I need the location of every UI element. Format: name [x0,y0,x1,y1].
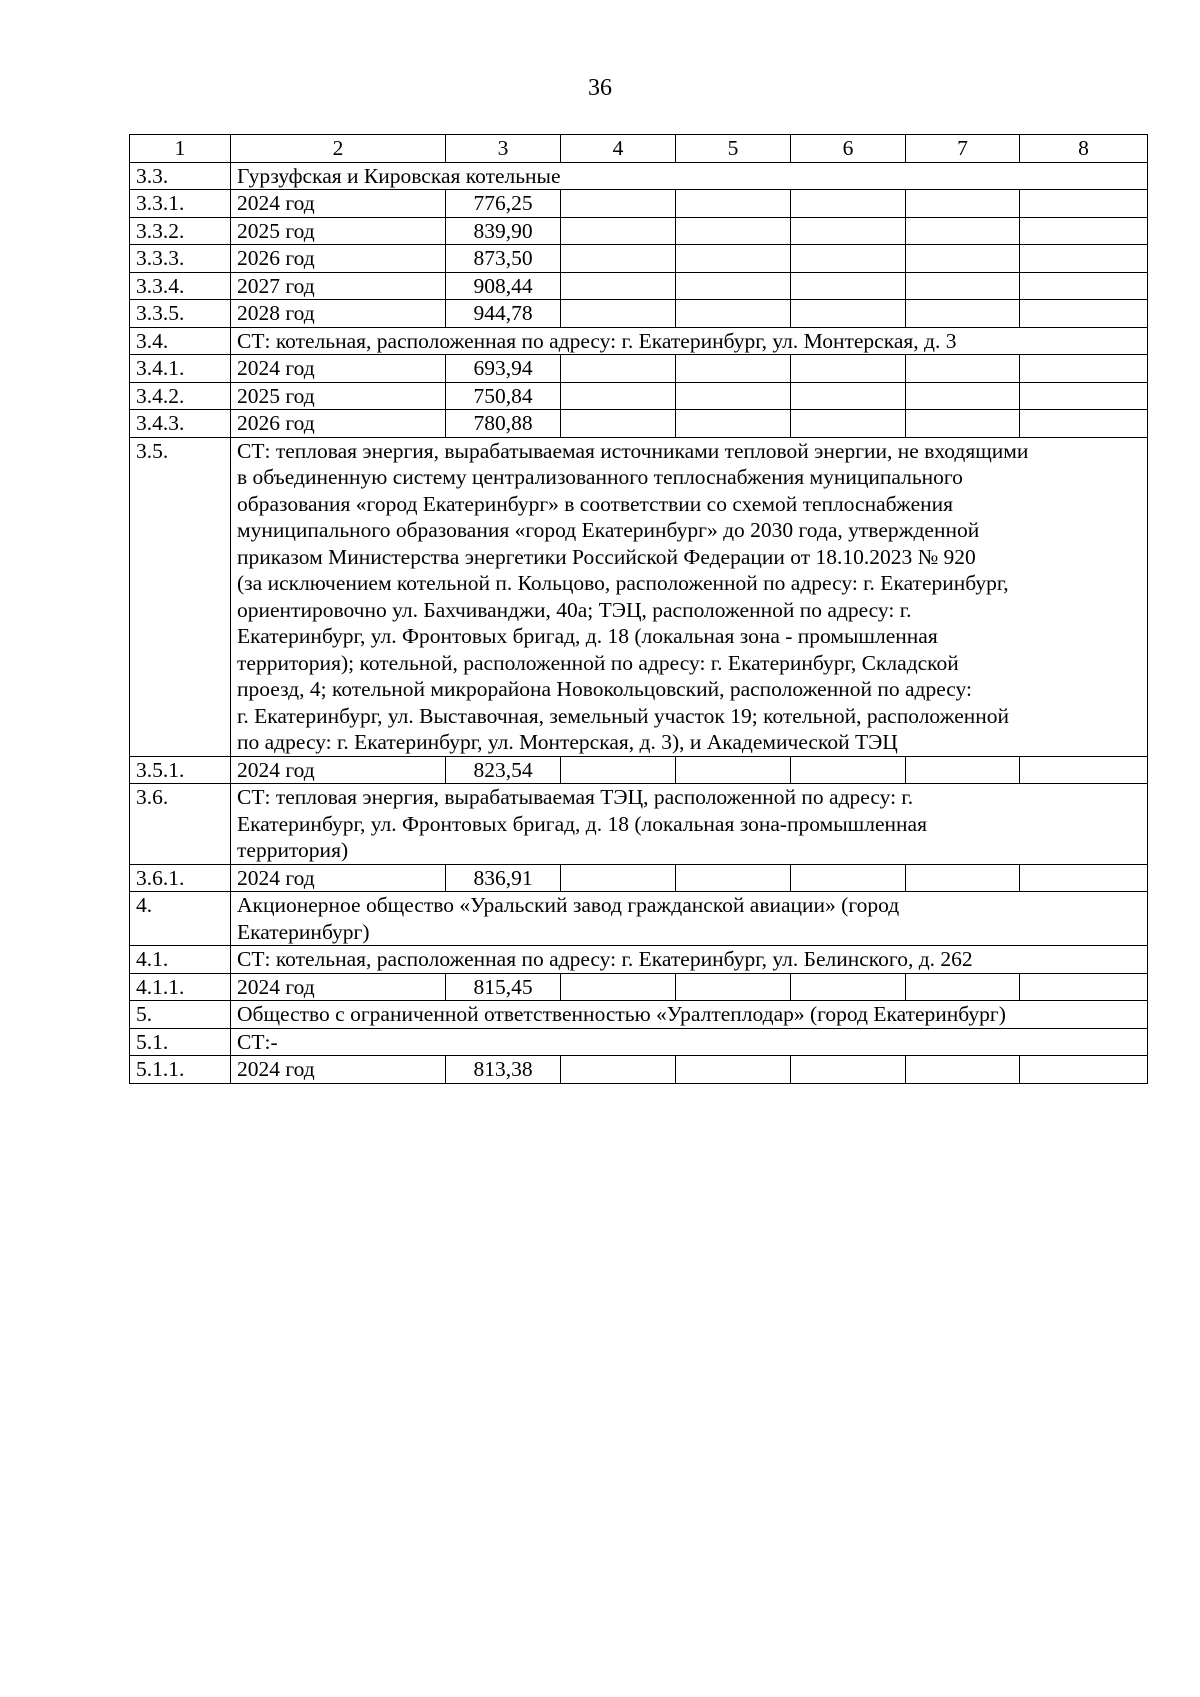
year-label-cell: 2024 год [231,864,446,892]
section-row [130,946,1148,974]
description-line: приказом Министерства энергетики Российской Федерации от 18.10.2023 № 920 [237,544,976,569]
year-label-cell: 2025 год [231,382,446,410]
header-cell-1: 1 [130,135,231,163]
table-row [130,410,1148,438]
row-number-cell: 3.3.3. [130,245,231,273]
row-number-cell: 3.6.1. [130,864,231,892]
section-row [130,1001,1148,1029]
empty-cell-col-7 [906,272,1020,300]
row-number-cell: 3.3.2. [130,217,231,245]
table-row [130,217,1148,245]
empty-cell-col-6 [791,272,906,300]
description-line: Гурзуфская и Кировская котельные [237,163,561,188]
empty-cell-col-7 [906,973,1020,1001]
empty-cell-col-7 [906,245,1020,273]
table-row [130,973,1148,1001]
table-row [130,355,1148,383]
empty-cell-col-5 [676,973,791,1001]
year-label-cell: 2025 год [231,217,446,245]
description-line: СТ: тепловая энергия, вырабатываемая источниками тепловой энергии, не входящими [237,438,1029,463]
empty-cell-col-4 [561,217,676,245]
empty-cell-col-4 [561,382,676,410]
empty-cell-col-6 [791,300,906,328]
table-row [130,1056,1148,1084]
empty-cell-col-6 [791,245,906,273]
tariff-table [129,134,1148,1084]
empty-cell-col-4 [561,245,676,273]
row-number-cell: 4.1.1. [130,973,231,1001]
table-row [130,382,1148,410]
row-number-cell: 4.1. [130,946,231,974]
row-number-cell: 3.3.1. [130,190,231,218]
value-cell: 776,25 [446,190,561,218]
empty-cell-col-4 [561,355,676,383]
header-cell-5: 5 [676,135,791,163]
value-cell: 839,90 [446,217,561,245]
description-line: территория); котельной, расположенной по адресу: г. Екатеринбург, Складской [237,650,959,675]
value-cell: 836,91 [446,864,561,892]
empty-cell-col-8 [1020,864,1148,892]
section-row [130,327,1148,355]
description-line: Екатеринбург, ул. Фронтовых бригад, д. 18 (локальная зона-промышленная [237,811,927,836]
year-label-cell: 2024 год [231,190,446,218]
section-row [130,437,1148,756]
empty-cell-col-6 [791,1056,906,1084]
section-description-cell [231,1028,1148,1056]
header-cell-4: 4 [561,135,676,163]
empty-cell-col-5 [676,217,791,245]
empty-cell-col-6 [791,217,906,245]
header-cell-2: 2 [231,135,446,163]
row-number-cell: 3.4.1. [130,355,231,383]
row-number-cell: 3.4. [130,327,231,355]
empty-cell-col-4 [561,756,676,784]
section-description-cell [231,437,1148,756]
value-cell: 823,54 [446,756,561,784]
empty-cell-col-6 [791,410,906,438]
empty-cell-col-6 [791,190,906,218]
description-line: образования «город Екатеринбург» в соответствии со схемой теплоснабжения [237,491,954,516]
page-number: 36 [588,75,612,101]
row-number-cell: 3.6. [130,784,231,865]
value-cell: 908,44 [446,272,561,300]
empty-cell-col-5 [676,355,791,383]
empty-cell-col-8 [1020,217,1148,245]
header-row [130,135,1148,163]
section-row [130,1028,1148,1056]
empty-cell-col-4 [561,973,676,1001]
header-cell-6: 6 [791,135,906,163]
empty-cell-col-5 [676,864,791,892]
header-cell-3: 3 [446,135,561,163]
empty-cell-col-4 [561,300,676,328]
table-row [130,864,1148,892]
row-number-cell: 5.1.1. [130,1056,231,1084]
year-label-cell: 2026 год [231,410,446,438]
empty-cell-col-5 [676,300,791,328]
section-description-cell [231,1001,1148,1029]
empty-cell-col-5 [676,272,791,300]
description-line: Екатеринбург) [237,919,370,944]
empty-cell-col-8 [1020,272,1148,300]
description-line: ориентировочно ул. Бахчиванджи, 40а; ТЭЦ, расположенной по адресу: г. [237,597,912,622]
year-label-cell: 2026 год [231,245,446,273]
empty-cell-col-8 [1020,300,1148,328]
description-line: в объединенную систему централизованного теплоснабжения муниципального [237,465,963,489]
description-line: Екатеринбург, ул. Фронтовых бригад, д. 18 (локальная зона - промышленная [237,624,938,648]
description-line: проезд, 4; котельной микрорайона Новокольцовский, расположенной по адресу: [237,677,972,701]
empty-cell-col-4 [561,272,676,300]
table-body [130,135,1148,1084]
description-line: СТ: котельная, расположенная по адресу: г. Екатеринбург, ул. Монтерская, д. 3 [237,328,957,353]
empty-cell-col-8 [1020,190,1148,218]
description-line: (за исключением котельной п. Кольцово, расположенной по адресу: г. Екатеринбург, [237,571,1009,595]
year-label-cell: 2028 год [231,300,446,328]
description-line: СТ:- [237,1029,278,1054]
row-number-cell: 5.1. [130,1028,231,1056]
year-label-cell: 2024 год [231,1056,446,1084]
table-row [130,756,1148,784]
section-description-cell [231,784,1148,865]
header-cell-8: 8 [1020,135,1148,163]
empty-cell-col-4 [561,190,676,218]
empty-cell-col-8 [1020,245,1148,273]
empty-cell-col-7 [906,1056,1020,1084]
empty-cell-col-6 [791,382,906,410]
empty-cell-col-5 [676,382,791,410]
empty-cell-col-7 [906,756,1020,784]
section-description-cell [231,327,1148,355]
empty-cell-col-5 [676,756,791,784]
row-number-cell: 3.5. [130,437,231,756]
table-row [130,190,1148,218]
section-row [130,892,1148,946]
empty-cell-col-4 [561,1056,676,1084]
row-number-cell: 3.3. [130,162,231,190]
year-label-cell: 2024 год [231,973,446,1001]
description-line: СТ: тепловая энергия, вырабатываемая ТЭЦ, расположенной по адресу: г. [237,785,914,809]
empty-cell-col-8 [1020,355,1148,383]
table-row [130,300,1148,328]
empty-cell-col-8 [1020,382,1148,410]
row-number-cell: 3.3.4. [130,272,231,300]
description-line: СТ: котельная, расположенная по адресу: г. Екатеринбург, ул. Белинского, д. 262 [237,947,973,971]
empty-cell-col-5 [676,410,791,438]
row-number-cell: 3.4.3. [130,410,231,438]
empty-cell-col-5 [676,245,791,273]
empty-cell-col-5 [676,190,791,218]
value-cell: 693,94 [446,355,561,383]
header-cell-7: 7 [906,135,1020,163]
table-row [130,272,1148,300]
empty-cell-col-4 [561,410,676,438]
year-label-cell: 2024 год [231,355,446,383]
description-line: Акционерное общество «Уральский завод гражданской авиации» (город [237,893,900,917]
value-cell: 815,45 [446,973,561,1001]
year-label-cell: 2027 год [231,272,446,300]
empty-cell-col-7 [906,382,1020,410]
empty-cell-col-8 [1020,973,1148,1001]
section-description-cell [231,946,1148,974]
row-number-cell: 3.3.5. [130,300,231,328]
section-row [130,784,1148,865]
empty-cell-col-6 [791,756,906,784]
section-description-cell [231,892,1148,946]
value-cell: 873,50 [446,245,561,273]
empty-cell-col-6 [791,355,906,383]
empty-cell-col-7 [906,410,1020,438]
empty-cell-col-7 [906,864,1020,892]
empty-cell-col-7 [906,355,1020,383]
empty-cell-col-8 [1020,756,1148,784]
empty-cell-col-5 [676,1056,791,1084]
empty-cell-col-4 [561,864,676,892]
description-line: муниципального образования «город Екатеринбург» до 2030 года, утвержденной [237,518,980,542]
empty-cell-col-8 [1020,410,1148,438]
table-row [130,245,1148,273]
value-cell: 750,84 [446,382,561,410]
value-cell: 944,78 [446,300,561,328]
empty-cell-col-7 [906,190,1020,218]
description-line: территория) [237,838,349,862]
section-row [130,162,1148,190]
empty-cell-col-6 [791,864,906,892]
description-line: по адресу: г. Екатеринбург, ул. Монтерская, д. 3), и Академической ТЭЦ [237,730,898,754]
row-number-cell: 4. [130,892,231,946]
row-number-cell: 3.4.2. [130,382,231,410]
value-cell: 780,88 [446,410,561,438]
description-line: Общество с ограниченной ответственностью «Уралтеплодар» (город Екатеринбург) [237,1002,1006,1026]
row-number-cell: 5. [130,1001,231,1029]
section-description-cell [231,162,1148,190]
empty-cell-col-6 [791,973,906,1001]
year-label-cell: 2024 год [231,756,446,784]
row-number-cell: 3.5.1. [130,756,231,784]
empty-cell-col-7 [906,300,1020,328]
empty-cell-col-8 [1020,1056,1148,1084]
description-line: г. Екатеринбург, ул. Выставочная, земельный участок 19; котельной, расположенной [237,703,1010,728]
empty-cell-col-7 [906,217,1020,245]
value-cell: 813,38 [446,1056,561,1084]
